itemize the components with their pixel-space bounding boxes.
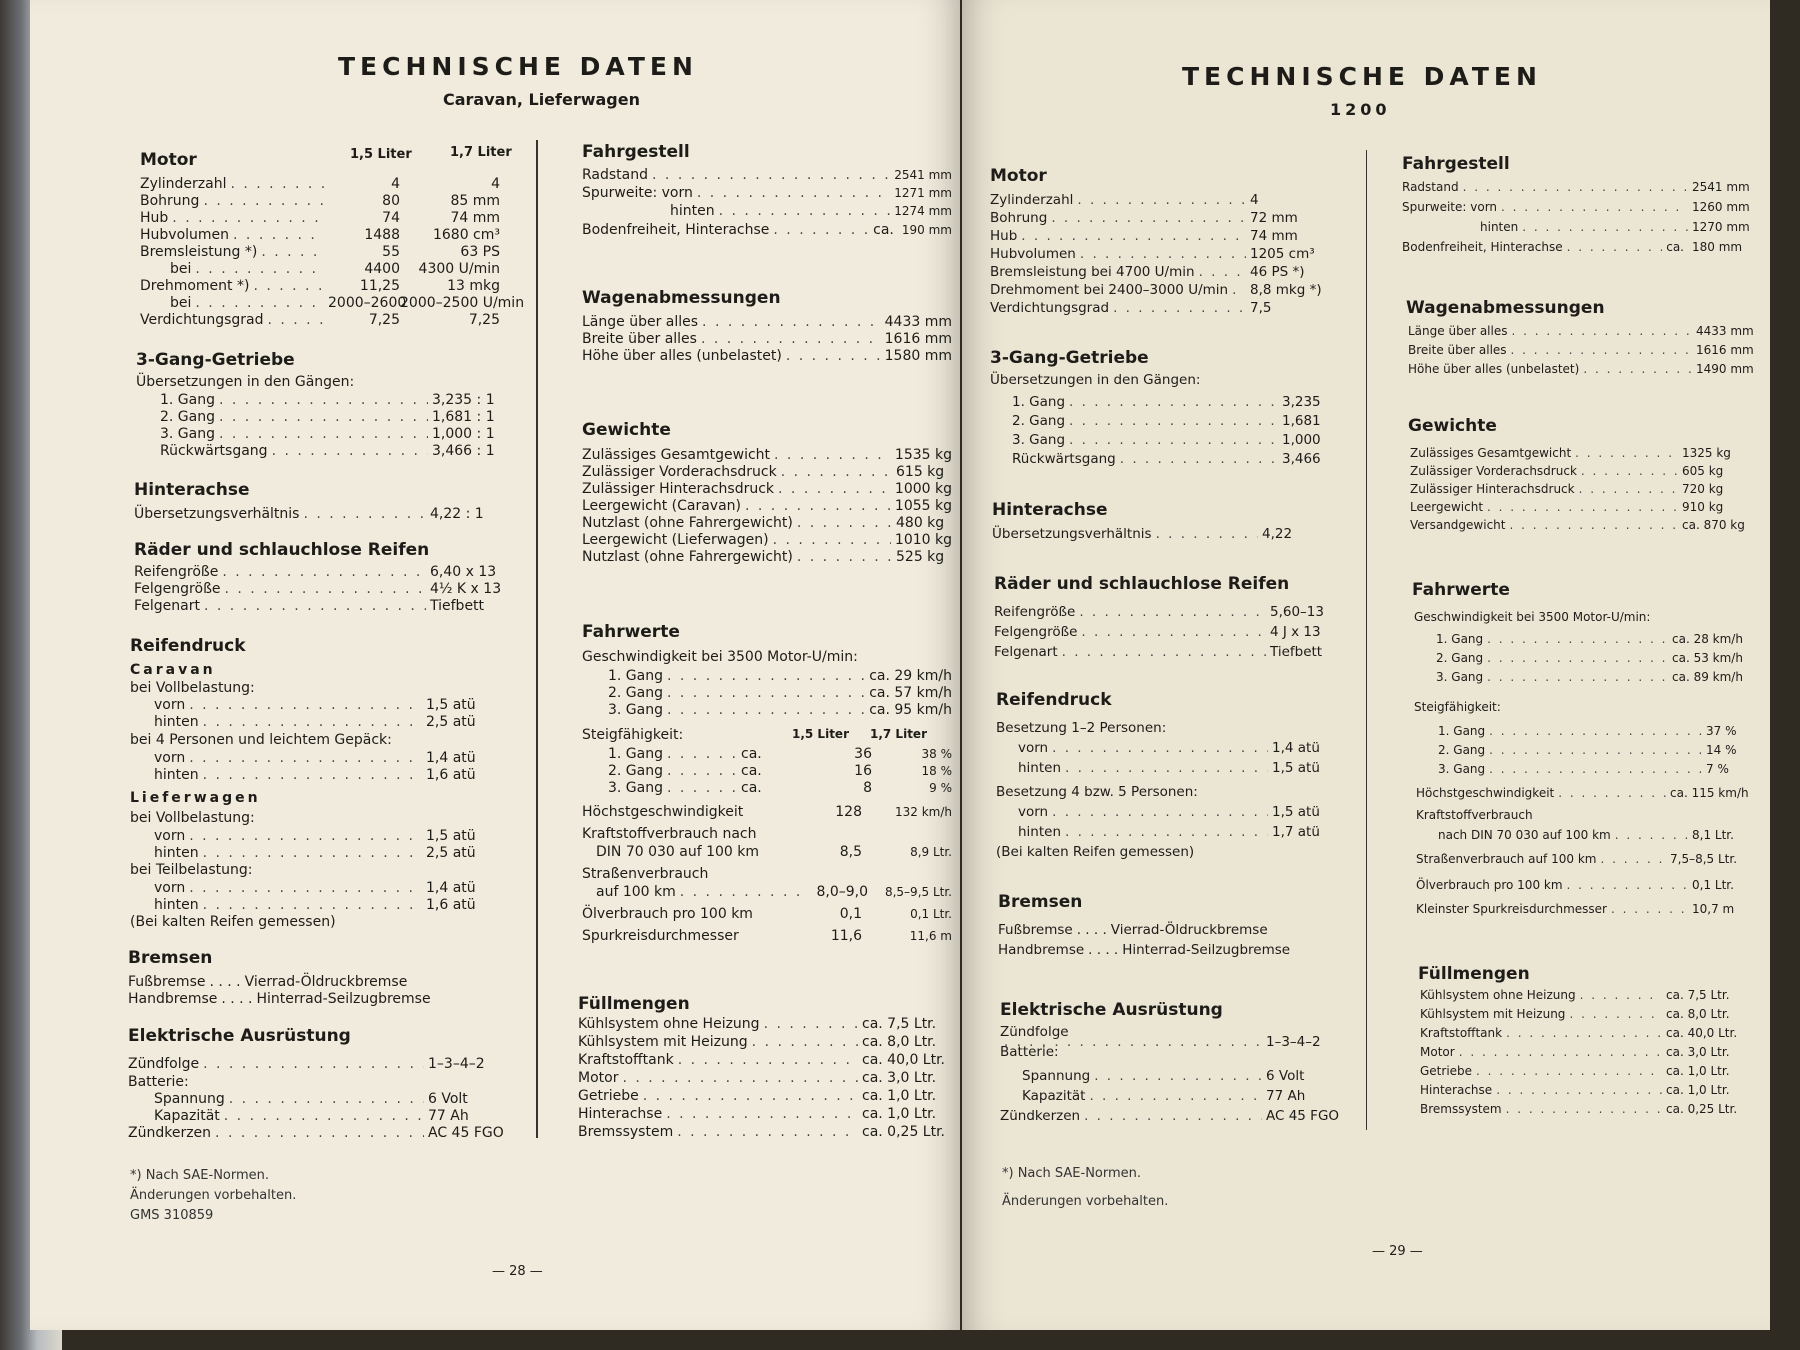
spannung-row: Spannung . . . 6 Volt [1022,1068,1350,1084]
section-hinterachse: Hinterachse [992,500,1108,520]
table-row: Zulässiges Gesamtgewicht . . . 1535 kg [582,447,952,463]
table-row: 1. Gang . . . 37 % [1438,724,1756,738]
table-row: 1. Gang . . . ca. 28 km/h [1436,632,1756,646]
footnote: Änderungen vorbehalten. [130,1188,297,1203]
rd-row: vorn . . . 1,4 atü [154,880,506,896]
zuend-row: Zündfolge . . . 1–3–4–2 [128,1056,508,1072]
section-raeder: Räder und schlauchlose Reifen [994,574,1290,594]
hoechst-row: Höchstgeschwindigkeit . . . ca. 115 km/h [1416,786,1756,800]
section-raeder: Räder und schlauchlose Reifen [134,540,430,560]
table-row: Nutzlast (ohne Fahrergewicht) . . . 525 kg [582,549,952,565]
boden-row: Bodenfreiheit, Hinterachse . . . ca. 180 mm [1402,240,1750,254]
steig-label: Steigfähigkeit: [1414,700,1501,714]
page-right [962,0,1770,1330]
section-wagen: Wagenabmessungen [582,288,781,308]
fuss-row: Fußbremse . . . . Vierrad-Öldruckbremse [128,974,408,990]
section-fahrgestell: Fahrgestell [582,142,690,162]
table-row: 2. Gang . . . ca. 53 km/h [1436,651,1756,665]
footnote: Änderungen vorbehalten. [1002,1194,1169,1209]
table-row: Felgenart . . . Tiefbett [994,644,1330,660]
spannung-row: Spannung . . . 6 Volt [154,1091,508,1107]
section-motor: Motor [990,166,1047,186]
table-row: Motor . . . ca. 3,0 Ltr. [1420,1045,1756,1059]
table-row: Kraftstofftank . . . ca. 40,0 Ltr. [578,1052,952,1068]
rd-row: vorn . . . 1,4 atü [1018,740,1328,756]
section-bremsen: Bremsen [128,948,213,968]
getriebe-intro: Übersetzungen in den Gängen: [136,374,355,390]
strasse-row-2: auf 100 km . . . 8,0–9,0 8,5–9,5 Ltr. [596,884,952,900]
print-code: GMS 310859 [130,1208,214,1223]
voll-label: bei Vollbelastung: [130,680,255,696]
zuend-label: Zündfolge [1000,1024,1069,1040]
table-row: Hub . . . 74 mm [990,228,1340,244]
table-row: Leergewicht (Lieferwagen) . . . 1010 kg [582,532,952,548]
table-row: Leergewicht (Caravan) . . . 1055 kg [582,498,952,514]
section-fahrwerte: Fahrwerte [1412,580,1510,600]
table-row: 1. Gang . . . ca. 29 km/h [608,668,952,684]
table-row: Bohrung . . . 80 85 mm [140,193,500,209]
section-elektrik: Elektrische Ausrüstung [1000,1000,1223,1020]
table-row: Breite über alles . . . 1616 mm [1408,343,1754,357]
table-row: 3. Gang . . . 1,000 : 1 [160,426,510,442]
page-number: — 28 — [492,1264,543,1279]
rd-row: hinten . . . 1,5 atü [1018,760,1328,776]
b45-label: Besetzung 4 bzw. 5 Personen: [996,784,1198,800]
hoechst-row: Höchstgeschwindigkeit 128 132 km/h [582,804,952,820]
footnote: *) Nach SAE-Normen. [130,1168,270,1183]
section-fuell: Füllmengen [578,994,690,1014]
rd-row: hinten . . . 1,7 atü [1018,824,1328,840]
table-row: Zulässiger Hinterachsdruck . . . 1000 kg [582,481,952,497]
table-row: Zylinderzahl . . . 4 4 [140,176,500,192]
footnote: *) Nach SAE-Normen. [1002,1166,1142,1181]
page-number: — 29 — [1372,1244,1423,1259]
section-motor: Motor [140,150,197,170]
table-row: Kühlsystem mit Heizung . . . ca. 8,0 Ltr. [578,1034,952,1050]
table-row: Hubvolumen . . . 1205 cm³ [990,246,1340,262]
table-row: Länge über alles . . . 4433 mm [1408,324,1754,338]
kerzen-row: Zündkerzen . . . AC 45 FGO [1000,1108,1350,1124]
table-row: 1. Gang . . . 3,235 [1012,394,1342,410]
voll-label: bei Vollbelastung: [130,810,255,826]
batterie-label: Batterie: [1000,1044,1059,1060]
section-wagen: Wagenabmessungen [1406,298,1605,318]
table-row: 2. Gang . . . 1,681 : 1 [160,409,510,425]
kraft-row-1: Kraftstoffverbrauch [1416,808,1533,822]
strasse-row-1: Straßenverbrauch [582,866,709,882]
rd-row: vorn . . . 1,4 atü [154,750,506,766]
table-row: Bremsleistung bei 4700 U/min . . . 46 PS *) [990,264,1340,280]
steig-label: Steigfähigkeit: [582,727,684,743]
table-row: Kraftstofftank . . . ca. 40,0 Ltr. [1420,1026,1756,1040]
table-row: Breite über alles . . . 1616 mm [582,331,952,347]
table-row: 3. Gang . . . ca. 8 9 % [608,780,952,796]
caravan-label: Caravan [130,662,216,678]
table-row: Zulässiges Gesamtgewicht . . . 1325 kg [1410,446,1756,460]
section-fahrwerte: Fahrwerte [582,622,680,642]
page-title: TECHNISCHE DATEN [338,52,698,81]
table-row: Zulässiger Vorderachsdruck . . . 615 kg [582,464,952,480]
page-left [30,0,960,1330]
table-row: Kühlsystem ohne Heizung . . . ca. 7,5 Ltr. [1420,988,1756,1002]
table-row: Felgengröße . . . 4½ K x 13 [134,581,510,597]
section-getriebe: 3-Gang-Getriebe [136,350,295,370]
col-header-1: 1,5 Liter [792,727,849,741]
rd-row: hinten . . . 2,5 atü [154,845,506,861]
spur-row: Kleinster Spurkreisdurchmesser . . . 10,7 m [1416,902,1756,916]
table-row: 1. Gang . . . ca. 36 38 % [608,746,952,762]
table-row: Länge über alles . . . 4433 mm [582,314,952,330]
liefer-label: Lieferwagen [130,790,261,806]
page-title: TECHNISCHE DATEN [1182,62,1542,91]
table-row: Reifengröße . . . 5,60–13 [994,604,1330,620]
rd-row: vorn . . . 1,5 atü [154,828,506,844]
hand-row: Handbremse . . . . Hinterrad-Seilzugbremse [998,942,1291,958]
table-row: Zulässiger Hinterachsdruck . . . 720 kg [1410,482,1756,496]
kalt-note: (Bei kalten Reifen gemessen) [996,844,1195,860]
hinten-row: hinten . . . 1270 mm [1480,220,1750,234]
kap-row: Kapazität . . . 77 Ah [154,1108,508,1124]
kraft-row-2: nach DIN 70 030 auf 100 km . . . 8,1 Ltr. [1438,828,1756,842]
table-row: bei . . . 4400 4300 U/min [170,261,500,277]
table-row: Hub . . . 74 74 mm [140,210,500,226]
table-row: Drehmoment *) . . . 11,25 13 mkg [140,278,500,294]
table-row: 2. Gang . . . 14 % [1438,743,1756,757]
table-row: Höhe über alles (unbelastet) . . . 1490 mm [1408,362,1754,376]
col-header-2: 1,7 Liter [450,145,512,160]
rd-row: vorn . . . 1,5 atü [1018,804,1328,820]
table-row: Rückwärtsgang . . . 3,466 : 1 [160,443,510,459]
page-subtitle: 1200 [1330,100,1391,119]
table-row: Zulässiger Vorderachsdruck . . . 605 kg [1410,464,1756,478]
b12-label: Besetzung 1–2 Personen: [996,720,1167,736]
kraft-row-1: Kraftstoffverbrauch nach [582,826,757,842]
zuend-row: . . . 1–3–4–2 [1000,1034,1350,1050]
table-row: Reifengröße . . . 6,40 x 13 [134,564,510,580]
section-fuell: Füllmengen [1418,964,1530,984]
section-reifendruck: Reifendruck [130,636,246,656]
table-row: Bremsleistung *) . . . 55 63 PS [140,244,500,260]
hand-row: Handbremse . . . . Hinterrad-Seilzugbremse [128,991,431,1007]
table-row: Zylinderzahl . . . 4 [990,192,1340,208]
spur-row: Spurweite: vorn . . . 1271 mm [582,185,952,201]
table-row: 2. Gang . . . ca. 16 18 % [608,763,952,779]
batterie-label: Batterie: [128,1074,189,1090]
teil-label: bei Teilbelastung: [130,862,253,878]
table-row: Motor . . . ca. 3,0 Ltr. [578,1070,952,1086]
rd-row: hinten . . . 1,6 atü [154,767,506,783]
table-row: Rückwärtsgang . . . 3,466 [1012,451,1342,467]
oel-row: Ölverbrauch pro 100 km 0,1 0,1 Ltr. [582,906,952,922]
radstand-row: Radstand . . . 2541 mm [1402,180,1750,194]
rd-row: hinten . . . 1,6 atü [154,897,506,913]
fahrwerte-intro: Geschwindigkeit bei 3500 Motor-U/min: [1414,610,1651,624]
pers-label: bei 4 Personen und leichtem Gepäck: [130,732,392,748]
table-row: Versandgewicht . . . ca. 870 kg [1410,518,1756,532]
table-row: Bremssystem . . . ca. 0,25 Ltr. [578,1124,952,1140]
table-row: 1. Gang . . . 3,235 : 1 [160,392,510,408]
hinterachse-row: Übersetzungsverhältnis . . . 4,22 : 1 [134,506,510,522]
spur-row: Spurkreisdurchmesser 11,6 11,6 m [582,928,952,944]
column-divider [536,140,538,1138]
section-gewichte: Gewichte [582,420,671,440]
table-row: Hinterachse . . . ca. 1,0 Ltr. [1420,1083,1756,1097]
kerzen-row: Zündkerzen . . . AC 45 FGO [128,1125,508,1141]
radstand-row: Radstand . . . 2541 mm [582,167,952,183]
rd-row: vorn . . . 1,5 atü [154,697,506,713]
table-row: 3. Gang . . . 7 % [1438,762,1756,776]
table-row: Nutzlast (ohne Fahrergewicht) . . . 480 kg [582,515,952,531]
table-row: Verdichtungsgrad . . . 7,25 7,25 [140,312,500,328]
table-row: Höhe über alles (unbelastet) . . . 1580 mm [582,348,952,364]
table-row: Bohrung . . . 72 mm [990,210,1340,226]
table-row: Getriebe . . . ca. 1,0 Ltr. [578,1088,952,1104]
hinten-row: hinten . . . 1274 mm [670,203,952,219]
kalt-note: (Bei kalten Reifen gemessen) [130,914,336,930]
table-row: Kühlsystem ohne Heizung . . . ca. 7,5 Ltr. [578,1016,952,1032]
getriebe-intro: Übersetzungen in den Gängen: [990,372,1201,388]
section-gewichte: Gewichte [1408,416,1497,436]
section-getriebe: 3-Gang-Getriebe [990,348,1149,368]
table-row: Felgenart . . . Tiefbett [134,598,510,614]
table-row: Verdichtungsgrad . . . 7,5 [990,300,1340,316]
table-row: 3. Gang . . . ca. 95 km/h [608,702,952,718]
table-row: Kühlsystem mit Heizung . . . ca. 8,0 Ltr. [1420,1007,1756,1021]
table-row: 2. Gang . . . 1,681 [1012,413,1342,429]
table-row: Hubvolumen . . . 1488 1680 cm³ [140,227,500,243]
hinterachse-row: Übersetzungsverhältnis . . . 4,22 [992,526,1322,542]
page-subtitle: Caravan, Lieferwagen [443,90,640,109]
kap-row: Kapazität . . . 77 Ah [1022,1088,1350,1104]
boden-row: Bodenfreiheit, Hinterachse . . . ca. 190 mm [582,222,952,238]
table-row: Felgengröße . . . 4 J x 13 [994,624,1330,640]
table-row: bei . . . 2000–2600 2000–2500 U/min [170,295,500,311]
section-hinterachse: Hinterachse [134,480,250,500]
section-elektrik: Elektrische Ausrüstung [128,1026,351,1046]
table-row: Bremssystem . . . ca. 0,25 Ltr. [1420,1102,1756,1116]
fahrwerte-intro: Geschwindigkeit bei 3500 Motor-U/min: [582,649,858,665]
section-reifendruck: Reifendruck [996,690,1112,710]
fuss-row: Fußbremse . . . . Vierrad-Öldruckbremse [998,922,1268,938]
section-fahrgestell: Fahrgestell [1402,154,1510,174]
table-row: 2. Gang . . . ca. 57 km/h [608,685,952,701]
table-row: Getriebe . . . ca. 1,0 Ltr. [1420,1064,1756,1078]
oel-row: Ölverbrauch pro 100 km . . . 0,1 Ltr. [1416,878,1756,892]
col-header-1: 1,5 Liter [350,147,412,162]
table-row: 3. Gang . . . 1,000 [1012,432,1342,448]
table-row: 3. Gang . . . ca. 89 km/h [1436,670,1756,684]
strasse-row: Straßenverbrauch auf 100 km . . . 7,5–8,5 Ltr. [1416,852,1756,866]
spur-row: Spurweite: vorn . . . 1260 mm [1402,200,1750,214]
column-divider [1366,150,1367,1130]
table-row: Leergewicht . . . 910 kg [1410,500,1756,514]
kraft-row-2: DIN 70 030 auf 100 km 8,5 8,9 Ltr. [596,844,952,860]
col-header-2: 1,7 Liter [870,727,927,741]
rd-row: hinten . . . 2,5 atü [154,714,506,730]
table-row: Hinterachse . . . ca. 1,0 Ltr. [578,1106,952,1122]
section-bremsen: Bremsen [998,892,1083,912]
table-row: Drehmoment bei 2400–3000 U/min . . . 8,8 mkg *) [990,282,1340,298]
